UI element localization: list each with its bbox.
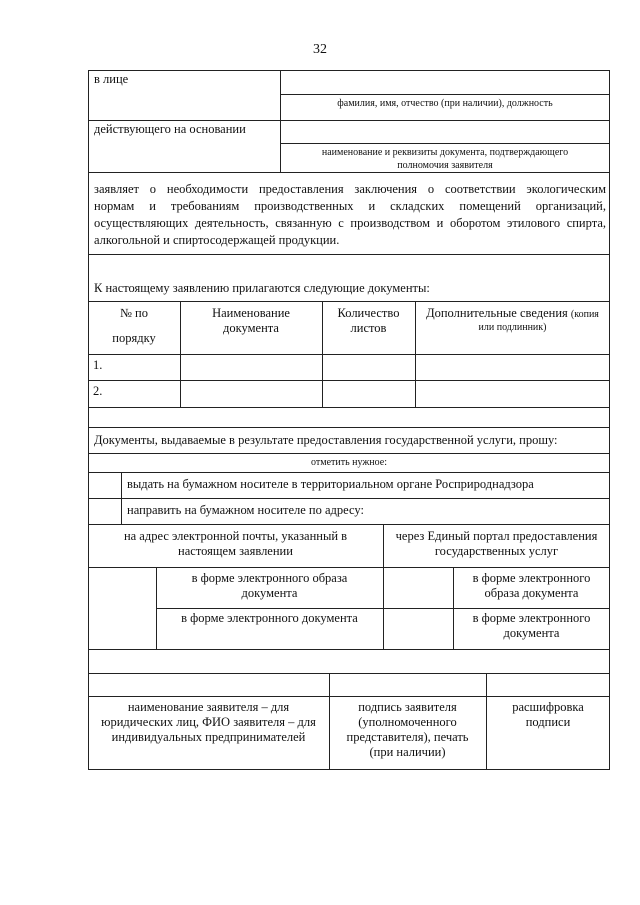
statement-line-2: нормам и требованиям производственных и складских помещений организаций,	[94, 199, 606, 213]
statement-line-1: заявляет о необходимости предоставления заключения о соответствии экологическим	[94, 182, 606, 196]
portal-doc-2: документа	[503, 626, 560, 640]
rep-divider	[280, 70, 281, 120]
att-header-top	[88, 301, 610, 302]
rep-bottom-line	[88, 120, 610, 121]
application-form	[88, 70, 610, 770]
doc-row-bottom	[88, 649, 610, 650]
basis-value-line	[280, 143, 610, 144]
header-extra-2: или подлинник)	[478, 322, 547, 333]
header-count-1: Количество	[337, 306, 400, 320]
statement-bottom-line	[88, 254, 610, 255]
portal-1: через Единый портал предоставления	[395, 529, 598, 543]
option-paper-mail: направить на бумажном носителе по адресу:	[127, 503, 364, 517]
basis-hint-1: наименование и реквизиты документа, подтверждающего	[321, 147, 569, 158]
option1-bottom	[88, 498, 610, 499]
att-spacer-bottom	[88, 427, 610, 428]
att-row2-bottom	[88, 407, 610, 408]
sig-name-3: индивидуальных предпринимателей	[111, 730, 306, 744]
portal-image-2: образа документа	[484, 586, 579, 600]
sig-sign-3: представителя), печать	[346, 730, 469, 744]
rep-hint: фамилия, имя, отчество (при наличии), должность	[337, 98, 553, 109]
rep-label: в лице	[94, 72, 129, 86]
attachments-intro: К настоящему заявлению прилагаются следующие документы:	[94, 281, 430, 295]
sign-line	[88, 696, 610, 697]
header-count-2: листов	[350, 321, 387, 335]
row-1-number: 1.	[93, 358, 103, 372]
email-doc: в форме электронного документа	[181, 611, 358, 625]
delivery-intro: Документы, выдаваемые в результате предоставления государственной услуги, прошу:	[94, 433, 558, 447]
email-1: на адрес электронной почты, указанный в	[123, 529, 348, 543]
row-2-number: 2.	[93, 384, 103, 398]
portal-doc-1: в форме электронного	[472, 611, 591, 625]
sig-sign-1: подпись заявителя	[358, 700, 457, 714]
page-number: 32	[313, 42, 327, 57]
header-extra-main: Дополнительные сведения	[426, 306, 568, 320]
email-image-2: документа	[241, 586, 298, 600]
option2-bottom	[88, 524, 610, 525]
basis-label: действующего на основании	[94, 122, 246, 136]
basis-bottom-line	[88, 172, 610, 173]
sig-name-2: юридических лиц, ФИО заявителя – для	[101, 715, 316, 729]
header-extra-small1: (копия	[570, 309, 599, 320]
mark-hint-bottom	[88, 472, 610, 473]
att-row1-top	[88, 354, 610, 355]
spacer-row-bottom	[88, 673, 610, 674]
email-2: настоящем заявлении	[178, 544, 293, 558]
basis-hint-2: полномочия заявителя	[397, 160, 493, 171]
sig-name-1: наименование заявителя – для	[127, 700, 290, 714]
statement-line-3: осуществляющих деятельность, связанную с производством и оборотом этилового спирта,	[94, 216, 606, 230]
header-extra-1	[415, 306, 610, 321]
statement-line-4: алкогольной и спиртосодержащей продукции.	[94, 233, 340, 247]
att-row2-top	[88, 380, 610, 381]
portal-2: государственных услуг	[434, 544, 559, 558]
image-row-bottom	[156, 608, 610, 609]
sig-decode-1: расшифровка	[512, 700, 584, 714]
header-num-2: порядку	[112, 331, 156, 345]
rep-value-line	[280, 94, 610, 95]
channel-header-bottom	[88, 567, 610, 568]
option-paper-office: выдать на бумажном носителе в территориальном органе Росприроднадзора	[127, 477, 534, 491]
header-name-2: документа	[223, 321, 279, 335]
sig-sign-2: (уполномоченного	[358, 715, 457, 729]
portal-image-1: в форме электронного	[472, 571, 591, 585]
sig-decode-2: подписи	[525, 715, 571, 729]
sig-sign-4: (при наличии)	[369, 745, 446, 759]
mark-hint: отметить нужное:	[311, 457, 387, 468]
email-image-1: в форме электронного образа	[191, 571, 348, 585]
header-num-1: № по	[120, 306, 148, 320]
header-name-1: Наименование	[212, 306, 290, 320]
delivery-intro-bottom	[88, 453, 610, 454]
